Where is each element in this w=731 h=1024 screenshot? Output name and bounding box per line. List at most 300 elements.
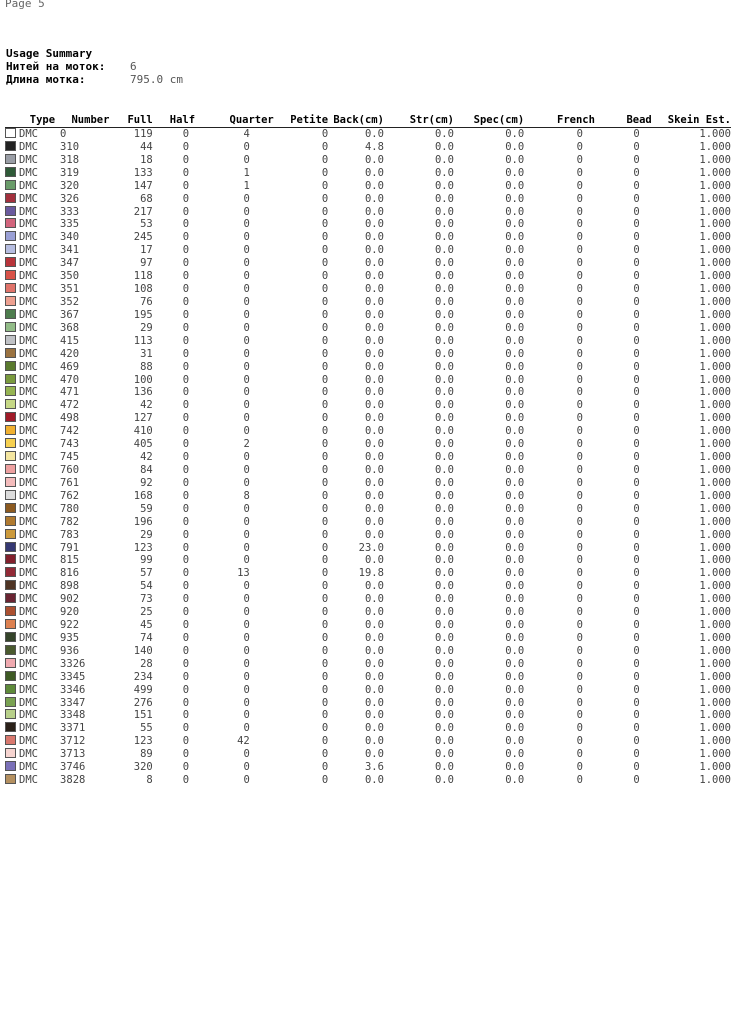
cell-quarter: 0 xyxy=(243,541,250,554)
cell-back: 0.0 xyxy=(364,463,384,476)
cell-half: 0 xyxy=(182,606,190,619)
cell-number: 3326 xyxy=(60,657,86,670)
cell-skein: 1.000 xyxy=(699,231,731,244)
table-row xyxy=(5,709,731,722)
table-row xyxy=(5,322,731,335)
cell-str: 0.0 xyxy=(434,140,454,153)
cell-full: 320 xyxy=(133,761,153,774)
table-row xyxy=(5,206,731,219)
type-text: DMC xyxy=(19,463,38,476)
cell-type xyxy=(5,658,55,671)
table-row xyxy=(5,619,731,632)
table-row xyxy=(5,593,731,606)
length-label: Длина мотка: xyxy=(6,73,86,86)
cell-petite: 0 xyxy=(321,748,329,761)
cell-petite: 0 xyxy=(321,386,329,399)
cell-petite: 0 xyxy=(321,774,329,787)
cell-type xyxy=(5,748,55,761)
cell-number: 782 xyxy=(60,515,80,528)
color-swatch xyxy=(5,516,16,526)
cell-str: 0.0 xyxy=(434,244,454,257)
cell-type xyxy=(5,374,55,387)
cell-back: 0.0 xyxy=(364,606,384,619)
cell-bead: 0 xyxy=(633,631,640,644)
cell-bead: 0 xyxy=(633,606,640,619)
type-text: DMC xyxy=(19,476,38,489)
cell-french: 0 xyxy=(576,386,583,399)
table-row xyxy=(5,218,731,231)
cell-skein: 1.000 xyxy=(699,360,731,373)
cell-bead: 0 xyxy=(633,619,640,632)
cell-spec: 0.0 xyxy=(505,683,525,696)
color-swatch xyxy=(5,154,16,164)
cell-quarter: 0 xyxy=(243,748,250,761)
cell-half: 0 xyxy=(182,386,190,399)
cell-full: 140 xyxy=(133,644,153,657)
cell-quarter: 0 xyxy=(243,476,250,489)
color-swatch xyxy=(5,503,16,513)
cell-back: 0.0 xyxy=(364,774,384,787)
cell-half: 0 xyxy=(182,373,190,386)
cell-type xyxy=(5,128,55,141)
cell-bead: 0 xyxy=(633,218,640,231)
cell-str: 0.0 xyxy=(434,231,454,244)
summary-title-row xyxy=(6,47,105,60)
col-header-type: Type xyxy=(5,114,55,128)
cell-str: 0.0 xyxy=(434,580,454,593)
cell-full: 29 xyxy=(140,321,153,334)
type-text: DMC xyxy=(19,321,38,334)
cell-petite: 0 xyxy=(321,554,329,567)
type-text: DMC xyxy=(19,218,38,231)
cell-full: 76 xyxy=(140,295,153,308)
cell-bead: 0 xyxy=(633,412,640,425)
cell-petite: 0 xyxy=(321,528,329,541)
table-row xyxy=(5,580,731,593)
cell-quarter: 0 xyxy=(243,386,250,399)
cell-number: 350 xyxy=(60,270,80,283)
cell-number: 3746 xyxy=(60,761,86,774)
cell-spec: 0.0 xyxy=(505,528,525,541)
table-row xyxy=(5,490,731,503)
cell-back: 0.0 xyxy=(364,231,384,244)
cell-skein: 1.000 xyxy=(699,295,731,308)
cell-skein: 1.000 xyxy=(699,580,731,593)
cell-number: 742 xyxy=(60,425,80,438)
cell-half: 0 xyxy=(182,580,190,593)
cell-bead: 0 xyxy=(633,502,640,515)
cell-skein: 1.000 xyxy=(699,722,731,735)
cell-quarter: 0 xyxy=(243,528,250,541)
cell-str: 0.0 xyxy=(434,761,454,774)
cell-str: 0.0 xyxy=(434,696,454,709)
cell-str: 0.0 xyxy=(434,683,454,696)
type-text: DMC xyxy=(19,670,38,683)
cell-skein: 1.000 xyxy=(699,438,731,451)
cell-full: 217 xyxy=(133,205,153,218)
table-row xyxy=(5,309,731,322)
cell-quarter: 0 xyxy=(243,593,250,606)
cell-french: 0 xyxy=(576,425,583,438)
cell-full: 73 xyxy=(140,593,153,606)
cell-spec: 0.0 xyxy=(505,399,525,412)
cell-str: 0.0 xyxy=(434,774,454,787)
table-row xyxy=(5,283,731,296)
table-row xyxy=(5,257,731,270)
cell-petite: 0 xyxy=(321,179,329,192)
cell-number: 471 xyxy=(60,386,80,399)
table-row xyxy=(5,516,731,529)
cell-back: 0.0 xyxy=(364,270,384,283)
cell-bead: 0 xyxy=(633,321,640,334)
cell-skein: 1.000 xyxy=(699,244,731,257)
table-row xyxy=(5,503,731,516)
cell-number: 3348 xyxy=(60,709,86,722)
type-text: DMC xyxy=(19,334,38,347)
type-text: DMC xyxy=(19,567,38,580)
cell-type xyxy=(5,154,55,167)
cell-type xyxy=(5,593,55,606)
usage-table xyxy=(5,114,731,787)
cell-bead: 0 xyxy=(633,463,640,476)
cell-french: 0 xyxy=(576,670,583,683)
cell-half: 0 xyxy=(182,657,190,670)
cell-spec: 0.0 xyxy=(505,205,525,218)
color-swatch xyxy=(5,399,16,409)
color-swatch xyxy=(5,684,16,694)
cell-type xyxy=(5,309,55,322)
cell-back: 0.0 xyxy=(364,657,384,670)
table-row xyxy=(5,606,731,619)
cell-back: 0.0 xyxy=(364,580,384,593)
cell-quarter: 0 xyxy=(243,231,250,244)
cell-bead: 0 xyxy=(633,386,640,399)
cell-bead: 0 xyxy=(633,425,640,438)
cell-skein: 1.000 xyxy=(699,657,731,670)
cell-french: 0 xyxy=(576,606,583,619)
type-text: DMC xyxy=(19,619,38,632)
color-swatch xyxy=(5,542,16,552)
cell-spec: 0.0 xyxy=(505,321,525,334)
cell-french: 0 xyxy=(576,412,583,425)
type-text: DMC xyxy=(19,166,38,179)
cell-half: 0 xyxy=(182,554,190,567)
cell-quarter: 0 xyxy=(243,722,250,735)
cell-number: 415 xyxy=(60,334,80,347)
cell-number: 3713 xyxy=(60,748,86,761)
cell-spec: 0.0 xyxy=(505,412,525,425)
cell-number: 319 xyxy=(60,166,80,179)
cell-str: 0.0 xyxy=(434,593,454,606)
type-text: DMC xyxy=(19,631,38,644)
cell-number: 347 xyxy=(60,257,80,270)
cell-skein: 1.000 xyxy=(699,735,731,748)
table-row xyxy=(5,761,731,774)
cell-type xyxy=(5,180,55,193)
cell-half: 0 xyxy=(182,709,190,722)
cell-petite: 0 xyxy=(321,683,329,696)
cell-full: 55 xyxy=(140,722,153,735)
cell-type xyxy=(5,257,55,270)
cell-french: 0 xyxy=(576,360,583,373)
cell-spec: 0.0 xyxy=(505,270,525,283)
color-swatch xyxy=(5,283,16,293)
cell-petite: 0 xyxy=(321,140,329,153)
cell-skein: 1.000 xyxy=(699,412,731,425)
cell-full: 123 xyxy=(133,735,153,748)
cell-number: 920 xyxy=(60,606,80,619)
color-swatch xyxy=(5,322,16,332)
cell-skein: 1.000 xyxy=(699,554,731,567)
table-row xyxy=(5,748,731,761)
color-swatch xyxy=(5,270,16,280)
cell-back: 4.8 xyxy=(364,140,384,153)
cell-back: 0.0 xyxy=(364,257,384,270)
color-swatch xyxy=(5,748,16,758)
cell-skein: 1.000 xyxy=(699,257,731,270)
cell-quarter: 0 xyxy=(243,192,250,205)
cell-quarter: 0 xyxy=(243,515,250,528)
cell-str: 0.0 xyxy=(434,179,454,192)
cell-type xyxy=(5,516,55,529)
cell-full: 59 xyxy=(140,502,153,515)
cell-spec: 0.0 xyxy=(505,179,525,192)
cell-skein: 1.000 xyxy=(699,399,731,412)
table-row xyxy=(5,774,731,787)
type-text: DMC xyxy=(19,308,38,321)
color-swatch xyxy=(5,554,16,564)
table-row xyxy=(5,231,731,244)
cell-type xyxy=(5,671,55,684)
cell-french: 0 xyxy=(576,644,583,657)
color-swatch xyxy=(5,348,16,358)
cell-str: 0.0 xyxy=(434,670,454,683)
cell-petite: 0 xyxy=(321,451,329,464)
cell-number: 3345 xyxy=(60,670,86,683)
cell-petite: 0 xyxy=(321,153,329,166)
table-row xyxy=(5,671,731,684)
cell-bead: 0 xyxy=(633,476,640,489)
cell-quarter: 0 xyxy=(243,308,250,321)
cell-str: 0.0 xyxy=(434,489,454,502)
table-row xyxy=(5,141,731,154)
cell-type xyxy=(5,490,55,503)
cell-petite: 0 xyxy=(321,657,329,670)
cell-quarter: 0 xyxy=(243,399,250,412)
cell-str: 0.0 xyxy=(434,567,454,580)
cell-petite: 0 xyxy=(321,373,329,386)
col-header-number: Number xyxy=(55,114,109,128)
cell-str: 0.0 xyxy=(434,528,454,541)
cell-full: 54 xyxy=(140,580,153,593)
type-text: DMC xyxy=(19,128,38,140)
cell-half: 0 xyxy=(182,476,190,489)
color-swatch xyxy=(5,206,16,216)
cell-quarter: 0 xyxy=(243,244,250,257)
cell-french: 0 xyxy=(576,438,583,451)
table-row xyxy=(5,658,731,671)
type-text: DMC xyxy=(19,709,38,722)
cell-spec: 0.0 xyxy=(505,386,525,399)
cell-bead: 0 xyxy=(633,438,640,451)
color-swatch xyxy=(5,697,16,707)
cell-quarter: 0 xyxy=(243,709,250,722)
type-text: DMC xyxy=(19,748,38,761)
cell-skein: 1.000 xyxy=(699,567,731,580)
color-swatch xyxy=(5,218,16,228)
col-header-full: Full xyxy=(109,114,152,128)
table-row xyxy=(5,361,731,374)
cell-quarter: 2 xyxy=(243,438,250,451)
cell-full: 29 xyxy=(140,528,153,541)
cell-number: 318 xyxy=(60,153,80,166)
cell-type xyxy=(5,386,55,399)
cell-bead: 0 xyxy=(633,373,640,386)
type-text: DMC xyxy=(19,283,38,296)
table-row xyxy=(5,399,731,412)
cell-bead: 0 xyxy=(633,670,640,683)
cell-half: 0 xyxy=(182,528,190,541)
cell-spec: 0.0 xyxy=(505,735,525,748)
cell-number: 902 xyxy=(60,593,80,606)
table-row xyxy=(5,735,731,748)
cell-spec: 0.0 xyxy=(505,192,525,205)
type-text: DMC xyxy=(19,192,38,205)
cell-french: 0 xyxy=(576,244,583,257)
color-swatch xyxy=(5,709,16,719)
color-swatch xyxy=(5,296,16,306)
type-text: DMC xyxy=(19,205,38,218)
cell-skein: 1.000 xyxy=(699,179,731,192)
cell-str: 0.0 xyxy=(434,153,454,166)
cell-bead: 0 xyxy=(633,283,640,296)
cell-petite: 0 xyxy=(321,244,329,257)
cell-petite: 0 xyxy=(321,567,329,580)
cell-spec: 0.0 xyxy=(505,347,525,360)
cell-spec: 0.0 xyxy=(505,554,525,567)
cell-petite: 0 xyxy=(321,541,329,554)
table-row xyxy=(5,697,731,710)
cell-half: 0 xyxy=(182,774,190,787)
cell-quarter: 0 xyxy=(243,657,250,670)
cell-half: 0 xyxy=(182,644,190,657)
cell-back: 0.0 xyxy=(364,360,384,373)
color-swatch xyxy=(5,774,16,784)
col-header-french: French xyxy=(524,114,595,128)
cell-spec: 0.0 xyxy=(505,709,525,722)
cell-quarter: 0 xyxy=(243,257,250,270)
col-header-petite: Petite xyxy=(274,114,328,128)
cell-number: 470 xyxy=(60,373,80,386)
color-swatch xyxy=(5,464,16,474)
cell-number: 310 xyxy=(60,140,80,153)
color-swatch xyxy=(5,309,16,319)
cell-quarter: 0 xyxy=(243,631,250,644)
table-row xyxy=(5,270,731,283)
cell-petite: 0 xyxy=(321,463,329,476)
cell-petite: 0 xyxy=(321,399,329,412)
cell-spec: 0.0 xyxy=(505,476,525,489)
cell-quarter: 0 xyxy=(243,696,250,709)
cell-back: 0.0 xyxy=(364,425,384,438)
cell-full: 195 xyxy=(133,308,153,321)
cell-half: 0 xyxy=(182,425,190,438)
cell-spec: 0.0 xyxy=(505,606,525,619)
cell-spec: 0.0 xyxy=(505,722,525,735)
cell-petite: 0 xyxy=(321,619,329,632)
table-row xyxy=(5,477,731,490)
cell-type xyxy=(5,412,55,425)
cell-skein: 1.000 xyxy=(699,502,731,515)
type-text: DMC xyxy=(19,373,38,386)
cell-quarter: 1 xyxy=(243,166,250,179)
table-row xyxy=(5,154,731,167)
cell-french: 0 xyxy=(576,476,583,489)
cell-skein: 1.000 xyxy=(699,425,731,438)
cell-number: 760 xyxy=(60,463,80,476)
color-swatch xyxy=(5,141,16,151)
cell-bead: 0 xyxy=(633,489,640,502)
cell-french: 0 xyxy=(576,554,583,567)
cell-back: 0.0 xyxy=(364,438,384,451)
cell-bead: 0 xyxy=(633,308,640,321)
col-header-str: Str(cm) xyxy=(384,114,454,128)
cell-back: 0.0 xyxy=(364,128,384,140)
cell-back: 0.0 xyxy=(364,218,384,231)
table-row xyxy=(5,464,731,477)
cell-bead: 0 xyxy=(633,179,640,192)
cell-back: 0.0 xyxy=(364,502,384,515)
color-swatch xyxy=(5,619,16,629)
cell-full: 234 xyxy=(133,670,153,683)
table-row xyxy=(5,193,731,206)
cell-full: 245 xyxy=(133,231,153,244)
cell-type xyxy=(5,218,55,231)
color-swatch xyxy=(5,128,16,138)
cell-french: 0 xyxy=(576,593,583,606)
cell-petite: 0 xyxy=(321,696,329,709)
cell-spec: 0.0 xyxy=(505,231,525,244)
cell-back: 0.0 xyxy=(364,295,384,308)
cell-type xyxy=(5,348,55,361)
cell-str: 0.0 xyxy=(434,308,454,321)
cell-full: 133 xyxy=(133,166,153,179)
cell-full: 410 xyxy=(133,425,153,438)
cell-half: 0 xyxy=(182,308,190,321)
cell-half: 0 xyxy=(182,140,190,153)
cell-skein: 1.000 xyxy=(699,593,731,606)
cell-back: 0.0 xyxy=(364,696,384,709)
cell-skein: 1.000 xyxy=(699,140,731,153)
cell-half: 0 xyxy=(182,283,190,296)
cell-quarter: 42 xyxy=(237,735,250,748)
cell-type xyxy=(5,451,55,464)
cell-french: 0 xyxy=(576,321,583,334)
cell-back: 0.0 xyxy=(364,373,384,386)
cell-quarter: 0 xyxy=(243,554,250,567)
cell-french: 0 xyxy=(576,631,583,644)
cell-str: 0.0 xyxy=(434,192,454,205)
cell-str: 0.0 xyxy=(434,334,454,347)
cell-quarter: 1 xyxy=(243,179,250,192)
cell-half: 0 xyxy=(182,166,190,179)
cell-full: 196 xyxy=(133,515,153,528)
cell-quarter: 0 xyxy=(243,360,250,373)
type-text: DMC xyxy=(19,606,38,619)
cell-half: 0 xyxy=(182,360,190,373)
color-swatch xyxy=(5,257,16,267)
cell-petite: 0 xyxy=(321,593,329,606)
